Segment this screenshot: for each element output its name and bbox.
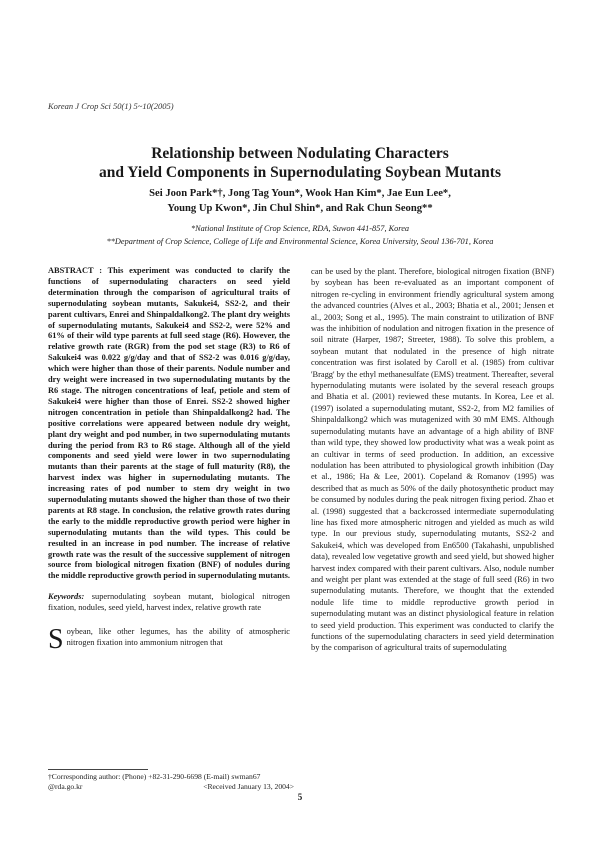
title-line-2: and Yield Components in Supernodulating Soybean Mutants [99,164,501,181]
received-date: <Received January 13, 2004> [203,782,294,791]
introduction-start [48,624,290,656]
journal-reference: Korean J Crop Sci 50(1) 5~10(2005) [48,101,174,111]
introduction-text: oybean, like other legumes, has the ability of atmospheric nitrogen fixation into ammonium nitrogen that [66,627,290,647]
keywords [48,592,290,614]
affiliations [30,223,570,248]
title-line-1: Relationship between Nodulating Characters [151,145,449,162]
drop-cap: S [48,624,64,656]
right-column [311,266,554,654]
authors-line-2: Young Up Kwon*, Jin Chul Shin*, and Rak Chun Seong** [167,203,433,214]
footnote-divider [48,769,148,770]
keywords-text: supernodulating soybean mutant, biological nitrogen fixation, nodules, seed yield, harvest index, relative growth rate [48,592,290,613]
page-number: 5 [297,792,303,802]
keywords-label: Keywords: [48,592,85,602]
introduction-body: can be used by the plant. Therefore, biological nitrogen fixation (BNF) by soybean has been re-evaluated as an important component of nitrogen re-cycling in environment friendly agricultural system among the advanced countries (Alves et al., 2003; Bhatia et al., 2001; Jensen et al., 2003; Song et al., 1995). The main constraint to utilization of BNF was the inhibition of nodulation and nitrogen fixation in the presence of soil nitrate (Harper, 1987; Streeter, 1988). To solve this problem, a soybean mutant that nodulated in the presence of high nitrate concentration was first isolated by Caroll et al. (1985) from cultivar 'Bragg' by the ethyl methanesulfate (EMS) treatment. Thereafter, several hypernodulating mutants were isolated by the several reseach groups and Bhatia et al. (2001) reviewed these mutants. In Korea, Lee et al. (1997) isolated a supernodulating mutant, SS2-2, from M2 families of Shinpaldalkong2 which was mutagenized with 30 mM EMS. Although supernodulating mutants have an advantage of a high ability of BNF than wild type, they showed low productivity what was a weak point as an cultivar in terms of seed production. In addition, an excessive nodulation has been attributed to physiological growth inhibition (Day et al., 1986; Ha & Lee, 2001). Copeland & Romanov (1995) was described that as much as 50% of the daily photosynthetic product may be consumed by nodules during the peak nitrogen fixing period. Zhao et al. (1998) suggested that a backcrossed intermediate supernodulating line has fixed more atmospheric nitrogen and yielded as much as wild type. In our previous study, supernodulating mutants, SS2-2 and Sakukei4, which was developed from En6500 (Takahashi, unpublished data), revealed low vegetative growth and seed yield, but showed higher harvest index compared with their parent cultivars. Also, nodule number and weight per plant was extended at the stage of full seed (R6) in two supernodulating mutants. Therefore, we thought that the extended nodule life time to middle reproductive growth period in supernodulating mutant was an distinct physiological feature in relation to seed yield production. This experiment was conducted to clarify the functions of the supernodulating characters in seed yield determination by the comparison of agricultural traits of supernodulating [311,267,554,653]
authors-line-1: Sei Joon Park*†, Jong Tag Youn*, Wook Han Kim*, Jae Eun Lee*, [149,188,451,199]
footnote-line-2 [48,782,294,792]
affiliation-1: *National Institute of Crop Science, RDA, Suwon 441-857, Korea [190,224,410,233]
paper-title [40,144,560,182]
abstract-text: ABSTRACT : This experiment was conducted to clarify the functions of supernodulating characters on seed yield determination through the comparison of agricultural traits of supernodulating soybean mutants, Sakukei4, SS2-2, and their parent cultivars, Enrei and Shinpaldalkong2. The plant dry weights of supernodulating mutants, Sakukei4 and SS2-2, were 52% and 61% of their wild type parents at full seed stage (R6). However, the relative growth rate (RGR) from the pod set stage (R3) to R6 of Sakukei4 was 0.022 g/g/day and that of SS2-2 was 0.016 g/g/day, which were higher than those of their parents. Nodule number and dry weight were increased in two supernodulating mutants by the R6 stage. The nitrogen concentrations of leaf, petiole and stem of Sakukei4 were higher than those of Enrei. SS2-2 showed higher nitrogen concentration in petiole than Shinpaldalkong2 had. The positive correlations were appeared between nodule dry weight, plant dry weight and pod number, in two supernodulating mutants during the period from R3 to R6 stage. Although all of the yield components and seed yield were lower in two supernodulating mutants than their parents at the stage of full maturity (R8), the harvest index was higher in supernodulating mutants. The increasing rates of pod number to stem dry weight in two supernodulating mutants showed the higher than those of two their parents at R8 stage. In conclusion, the relative growth rates during the early to the middle reproductive growth period were higher in supernodulating mutants than the wild types. This could be resulted in an increase in pod number. The increase of relative growth rate was the result of the successive supplement of nitrogen source from biological nitrogen fixation (BNF) of nodules during the middle reproductive growth period in supernodulating mutants. [48,266,290,581]
left-column [48,266,290,656]
footnote [48,772,294,792]
affiliation-2: **Department of Crop Science, College of Life and Environmental Science, Korea University, Seoul 136-701, Korea [106,236,494,246]
author-list [40,186,560,216]
footnote-email-domain: @rda.go.kr [48,782,83,791]
footnote-line-1: †Corresponding author: (Phone) +82-31-290-6698 (E-mail) swman67 [48,772,261,781]
